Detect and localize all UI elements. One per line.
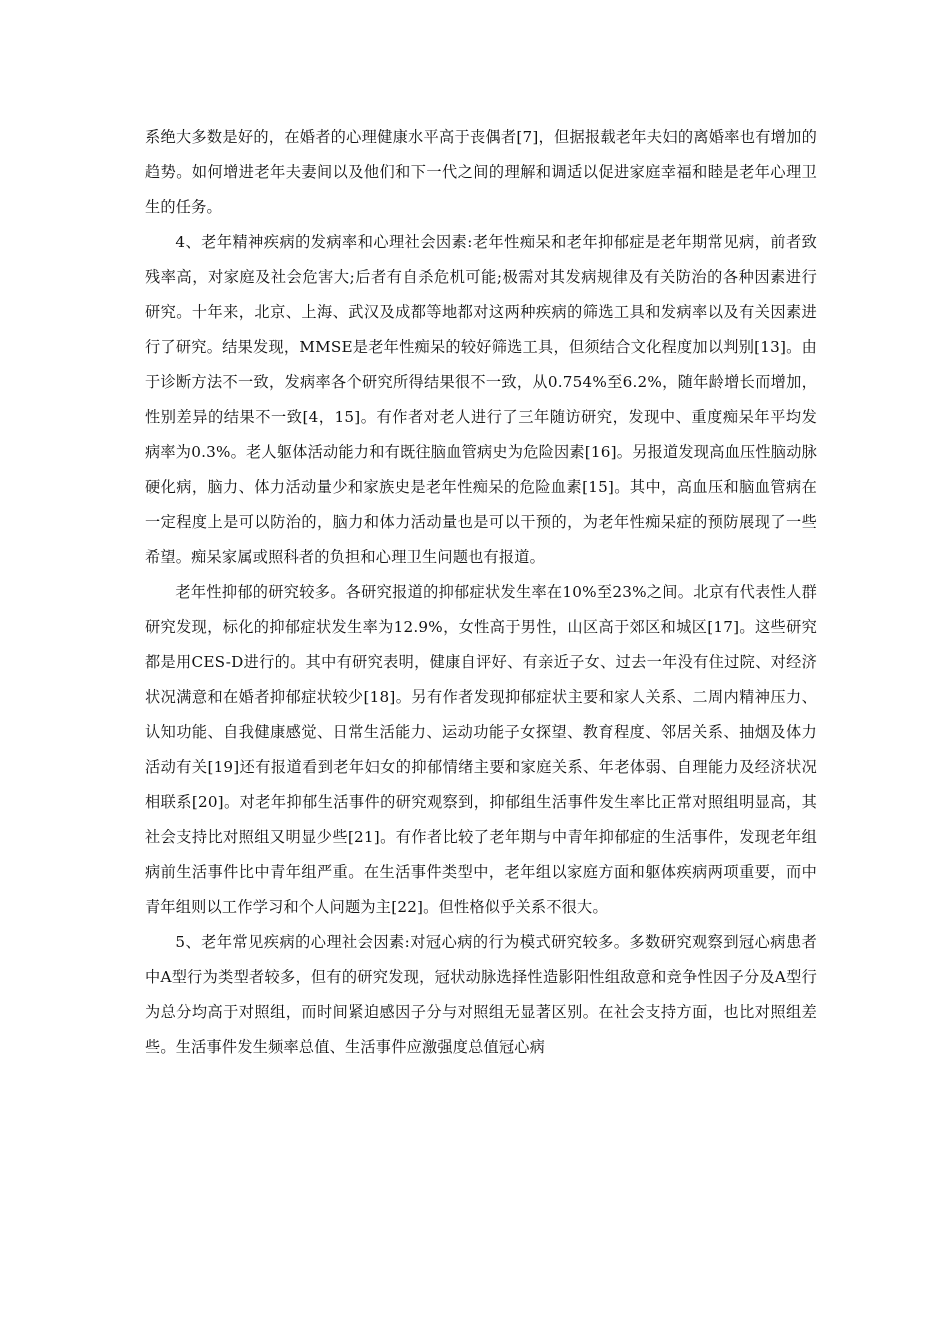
- paragraph-section-4: 4、老年精神疾病的发病率和心理社会因素:老年性痴呆和老年抑郁症是老年期常见病，前者致残率高，对家庭及社会危害大;后者有自杀危机可能;极需对其发病规律及有关防治的各种因素进行研究。十年来，北京、上海、武汉及成都等地都对这两种疾病的筛选工具和发病率以及有关因素进行了研究。结果发现，MMSE是老年性痴呆的较好筛选工具，但须结合文化程度加以判别[13]。由于诊断方法不一致，发病率各个研究所得结果很不一致，从0.754%至6.2%，随年龄增长而增加，性别差异的结果不一致[4，15]。有作者对老人进行了三年随访研究，发现中、重度痴呆年平均发病率为0.3%。老人躯体活动能力和有既往脑血管病史为危险因素[16]。另报道发现高血压性脑动脉硬化病，脑力、体力活动量少和家族史是老年性痴呆的危险血素[15]。其中，高血压和脑血管病在一定程度上是可以防治的，脑力和体力活动量也是可以干预的，为老年性痴呆症的预防展现了一些希望。痴呆家属或照科者的负担和心理卫生问题也有报道。: [145, 233, 817, 566]
- paragraph-depression: 老年性抑郁的研究较多。各研究报道的抑郁症状发生率在10%至23%之间。北京有代表性人群研究发现，标化的抑郁症状发生率为12.9%，女性高于男性，山区高于郊区和城区[17]。这些研究都是用CES-D进行的。其中有研究表明，健康自评好、有亲近子女、过去一年没有住过院、对经济状况满意和在婚者抑郁症状较少[18]。另有作者发现抑郁症状主要和家人关系、二周内精神压力、认知功能、自我健康感觉、日常生活能力、运动功能子女探望、教育程度、邻居关系、抽烟及体力活动有关[19]还有报道看到老年妇女的抑郁情绪主要和家庭关系、年老体弱、自理能力及经济状况相联系[20]。对老年抑郁生活事件的研究观察到，抑郁组生活事件发生率比正常对照组明显高，其社会支持比对照组又明显少些[21]。有作者比较了老年期与中青年抑郁症的生活事件，发现老年组病前生活事件比中青年组严重。在生活事件类型中，老年组以家庭方面和躯体疾病两项重要，而中青年组则以工作学习和个人问题为主[22]。但性格似乎关系不很大。: [145, 583, 817, 916]
- body-text: [145, 120, 817, 1065]
- paragraph-section-5: 5、老年常见疾病的心理社会因素:对冠心病的行为模式研究较多。多数研究观察到冠心病患者中A型行为类型者较多，但有的研究发现，冠状动脉选择性造影阳性组敌意和竞争性因子分及A型行为总分均高于对照组，而时间紧迫感因子分与对照组无显著区别。在社会支持方面，也比对照组差些。生活事件发生频率总值、生活事件应激强度总值冠心病: [145, 933, 817, 1056]
- paragraph-continuation: 系绝大多数是好的，在婚者的心理健康水平高于丧偶者[7]，但据报载老年夫妇的离婚率也有增加的趋势。如何增进老年夫妻间以及他们和下一代之间的理解和调适以促进家庭幸福和睦是老年心理卫生的任务。: [145, 128, 817, 216]
